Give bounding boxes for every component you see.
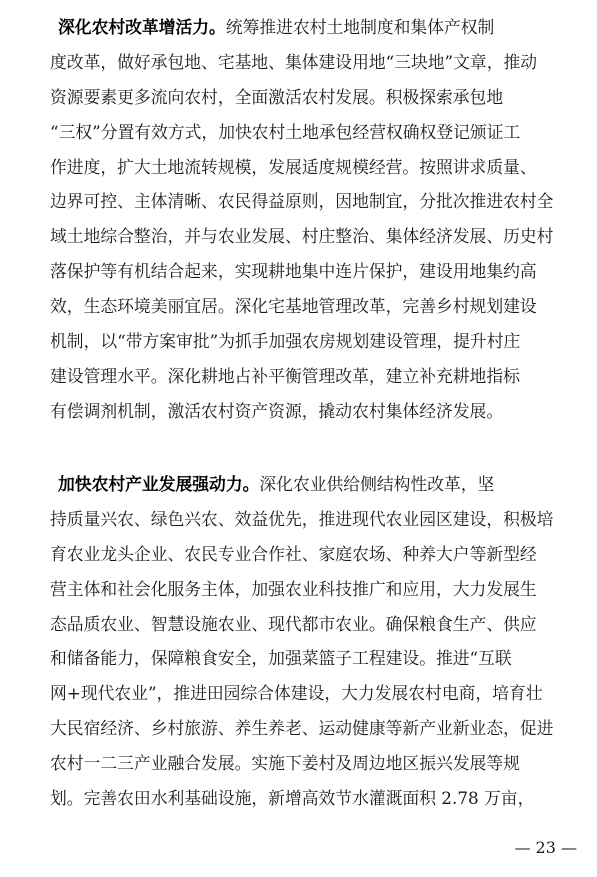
paragraph-line: 边界可控、主体清晰、农民得益原则，因地制宜，分批次推进农村全 (50, 191, 554, 212)
paragraph-line: 网+现代农业”，推进田园综合体建设，大力发展农村电商，培育壮 (50, 683, 543, 704)
page-number: — 23 — (514, 838, 577, 857)
paragraph-line: 农村一二三产业融合发展。实施下姜村及周边地区振兴发展等规 (50, 753, 520, 774)
paragraph-line: 持质量兴农、绿色兴农、效益优先，推进现代农业园区建设，积极培 (50, 508, 554, 529)
paragraph-line: 域土地综合整治，并与农业发展、村庄整治、集体经济发展、历史村 (50, 226, 554, 247)
paragraph-lead-heading: 深化农村改革增活力。 (58, 17, 226, 37)
paragraph-line: 效，生态环境美丽宜居。深化宅基地管理改革，完善乡村规划建设 (50, 296, 537, 317)
paragraph-first-line (50, 467, 584, 502)
paragraph-line: 和储备能力，保障粮食安全，加强菜篮子工程建设。推进“互联 (50, 648, 512, 669)
paragraph-line: 落保护等有机结合起来，实现耕地集中连片保护，建设用地集约高 (50, 261, 537, 282)
paragraph-line: “三权”分置有效方式，加快农村土地承包经营权确权登记颁证工 (50, 121, 521, 142)
paragraph-rural-industry (50, 467, 584, 816)
paragraph-rural-reform (50, 10, 584, 429)
paragraph-line: 度改革，做好承包地、宅基地、集体建设用地“三块地”文章，推动 (50, 51, 538, 72)
paragraph-line: 育农业龙头企业、农民专业合作社、家庭农场、种养大户等新型经 (50, 543, 537, 564)
paragraph-line: 机制，以“带方案审批”为抓手加强农房规划建设管理，提升村庄 (50, 331, 521, 352)
paragraph-text: 深化农业供给侧结构性改革，坚 (259, 474, 495, 494)
paragraph-line: 作进度，扩大土地流转规模，发展适度规模经营。按照讲求质量、 (50, 156, 537, 177)
paragraph-line: 大民宿经济、乡村旅游、养生养老、运动健康等新产业新业态，促进 (50, 718, 554, 739)
paragraph-line: 营主体和社会化服务主体，加强农业科技推广和应用，大力发展生 (50, 578, 537, 599)
paragraph-line: 划。完善农田水利基础设施，新增高效节水灌溉面积 2.78 万亩， (50, 788, 535, 809)
paragraph-first-line (50, 10, 584, 45)
paragraph-line: 资源要素更多流向农村，全面激活农村发展。积极探索承包地 (50, 86, 504, 107)
paragraph-line: 态品质农业、智慧设施农业、现代都市农业。确保粮食生产、供应 (50, 613, 537, 634)
paragraph-lead-heading: 加快农村产业发展强动力。 (58, 474, 260, 494)
paragraph-line: 建设管理水平。深化耕地占补平衡管理改革，建立补充耕地指标 (50, 365, 520, 386)
paragraph-text: 统筹推进农村土地制度和集体产权制 (225, 17, 495, 37)
paragraph-line: 有偿调剂机制，激活农村资产资源，撬动农村集体经济发展。 (50, 400, 504, 421)
